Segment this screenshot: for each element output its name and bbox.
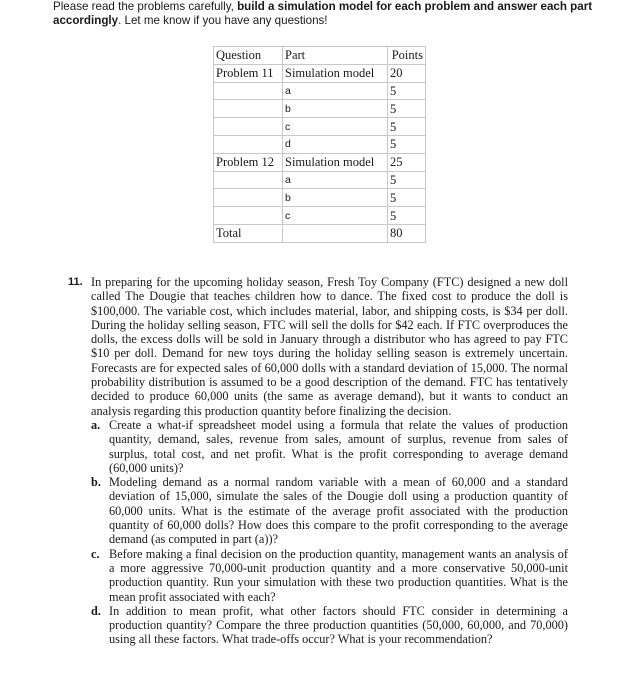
part-text: Create a what-if spreadsheet model using a formula that relate the values of production quantity, demand, sales, revenue from sales, amount of surplus, revenue from sales of surplus, total cost, and net profit. What is the profit corresponding to average demand (60,000 units)? bbox=[109, 417, 568, 475]
question-cell bbox=[214, 171, 283, 189]
table-row bbox=[214, 171, 426, 189]
question-cell bbox=[214, 189, 283, 207]
part-cell bbox=[283, 224, 388, 242]
part-label: d. bbox=[91, 603, 101, 618]
part-cell: Part bbox=[283, 47, 388, 65]
points-cell: 5 bbox=[388, 82, 426, 100]
instructions-tail: . Let me know if you have any questions! bbox=[118, 14, 328, 27]
question-cell: Problem 12 bbox=[214, 153, 283, 171]
part-text: In addition to mean profit, what other factors should FTC consider in determining a production quantity? Compare the three production quantities (50,000, 60,000, and 70,000) using all these factors. What trade-offs occur? What is your recommendation? bbox=[109, 603, 568, 647]
table-header-row bbox=[214, 47, 426, 65]
part-cell: Simulation model bbox=[283, 64, 388, 82]
part-cell: a bbox=[283, 82, 388, 100]
question-cell bbox=[214, 100, 283, 118]
points-cell: 5 bbox=[388, 118, 426, 136]
part-label: b. bbox=[91, 475, 101, 490]
part-cell: a bbox=[283, 171, 388, 189]
points-table bbox=[213, 46, 426, 243]
question-cell: Question bbox=[214, 47, 283, 65]
problem-parts bbox=[68, 418, 568, 647]
table-row bbox=[214, 153, 426, 171]
part-cell: b bbox=[283, 189, 388, 207]
question-cell bbox=[214, 82, 283, 100]
points-cell: 5 bbox=[388, 207, 426, 225]
question-cell bbox=[214, 118, 283, 136]
table-row bbox=[214, 135, 426, 153]
instructions-bold: build a simulation model for each problem and answer each part accordingly bbox=[53, 0, 593, 27]
table-row bbox=[214, 224, 426, 242]
part-label: c. bbox=[91, 546, 100, 561]
problem-part bbox=[91, 475, 568, 546]
table-row bbox=[214, 207, 426, 225]
part-cell: b bbox=[283, 100, 388, 118]
problem-part bbox=[91, 604, 568, 647]
table-row bbox=[214, 100, 426, 118]
problem-text: In preparing for the upcoming holiday season, Fresh Toy Company (FTC) designed a new doll called The Dougie that teaches children how to dance. The fixed cost to produce the doll is $100,000. The variable cost, which includes material, labor, and shipping costs, is $34 per doll. During the holiday selling season, FTC will sell the dolls for $42 each. If FTC overproduces the dolls, the excess dolls will be sold in January through a distributor who has agreed to pay FTC $10 per doll. Demand for new toys during the holiday selling season is extremely uncertain. Forecasts are for expected sales of 60,000 dolls with a standard deviation of 15,000. The normal probability distribution is assumed to be a good description of the demand. FTC has tentatively decided to produce 60,000 units (the same as average demand), but it wants to conduct an analysis regarding this production quantity before finalizing the decision. bbox=[91, 275, 568, 418]
question-cell: Problem 11 bbox=[214, 64, 283, 82]
part-cell: c bbox=[283, 118, 388, 136]
points-cell: Points bbox=[388, 47, 426, 65]
part-cell: c bbox=[283, 207, 388, 225]
table-row bbox=[214, 82, 426, 100]
problem-part bbox=[91, 418, 568, 475]
part-label: a. bbox=[91, 417, 101, 432]
problem-part bbox=[91, 547, 568, 604]
points-cell: 25 bbox=[388, 153, 426, 171]
table-row bbox=[214, 189, 426, 207]
question-cell: Total bbox=[214, 224, 283, 242]
table-row bbox=[214, 118, 426, 136]
part-cell: Simulation model bbox=[283, 153, 388, 171]
points-cell: 5 bbox=[388, 135, 426, 153]
instructions-lead: Please read the problems carefully, bbox=[53, 0, 238, 13]
points-cell: 5 bbox=[388, 100, 426, 118]
problem-11 bbox=[68, 275, 568, 647]
question-cell bbox=[214, 207, 283, 225]
question-cell bbox=[214, 135, 283, 153]
points-cell: 5 bbox=[388, 189, 426, 207]
part-text: Before making a final decision on the production quantity, management wants an analysis of a more aggressive 70,000-unit production quantity and a more conservative 50,000-unit production quantity. Run your simulation with these two production quantities. What is the mean profit associated with each? bbox=[109, 546, 568, 604]
points-cell: 5 bbox=[388, 171, 426, 189]
instructions bbox=[53, 0, 628, 28]
problem-number: 11. bbox=[68, 276, 83, 288]
part-cell: d bbox=[283, 135, 388, 153]
table-row bbox=[214, 64, 426, 82]
points-cell: 20 bbox=[388, 64, 426, 82]
points-cell: 80 bbox=[388, 224, 426, 242]
part-text: Modeling demand as a normal random variable with a mean of 60,000 and a standard deviation of 15,000, simulate the sales of the Dougie doll using a production quantity of 60,000 units. What is the estimate of the average profit associated with the production quantity of 60,000 dolls? How does this compare to the profit corresponding to the average demand (as computed in part (a))? bbox=[109, 475, 568, 547]
